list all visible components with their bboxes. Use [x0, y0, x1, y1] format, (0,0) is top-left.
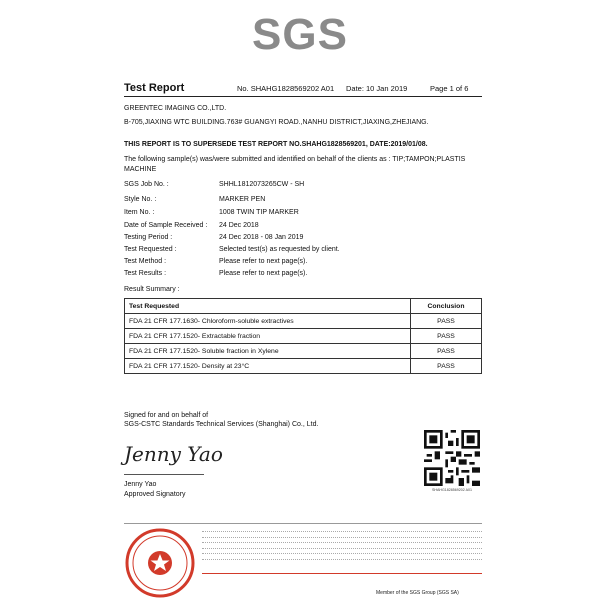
report-number: No. SHAHG1828569202 A01: [237, 84, 335, 93]
signoff-line-2: SGS-CSTC Standards Technical Services (Shanghai) Co., Ltd.: [124, 421, 319, 428]
signature-image: Jenny Yao: [124, 442, 223, 466]
col-conclusion: Conclusion: [411, 299, 482, 314]
conclusion-cell: PASS: [411, 344, 482, 359]
test-cell: FDA 21 CFR 177.1520- Density at 23°C: [125, 359, 411, 374]
qr-caption: SHAHG1828569202 A01: [432, 488, 472, 492]
intro-line-1: The following sample(s) was/were submitted and identified on behalf of the clients as : TIP;TAMPON;PLASTIS: [124, 156, 466, 163]
table-header-row: [125, 299, 482, 314]
conclusion-cell: PASS: [411, 329, 482, 344]
header-divider: [124, 96, 482, 97]
field-value: Please refer to next page(s).: [219, 258, 308, 265]
result-summary-table: [124, 298, 482, 374]
intro-line-2: MACHINE: [124, 166, 157, 173]
qr-code-icon: [424, 430, 480, 486]
signature-line: [124, 474, 204, 475]
table-row: [125, 314, 482, 329]
terms-fine-print: [202, 527, 482, 561]
table-row: [125, 344, 482, 359]
signatory-role: Approved Signatory: [124, 491, 186, 498]
field-label: Testing Period :: [124, 234, 173, 241]
field-label: Test Results :: [124, 270, 167, 277]
field-label: Style No. :: [124, 196, 157, 203]
field-label: SGS Job No. :: [124, 181, 169, 188]
footer-divider: [124, 523, 482, 524]
table-row: [125, 359, 482, 374]
sgs-logo: SGS: [252, 10, 348, 59]
field-value: 24 Dec 2018: [219, 222, 259, 229]
field-value: MARKER PEN: [219, 196, 266, 203]
signatory-name: Jenny Yao: [124, 481, 157, 488]
field-label: Date of Sample Received :: [124, 222, 208, 229]
conclusion-cell: PASS: [411, 359, 482, 374]
address-rule: [202, 573, 482, 574]
table-row: [125, 329, 482, 344]
field-label: Test Requested :: [124, 246, 177, 253]
client-address: B-705,JIAXING WTC BUILDING.763# GUANGYI ROAD.,NANHU DISTRICT,JIAXING,ZHEJIANG.: [124, 119, 429, 126]
field-label: Test Method :: [124, 258, 167, 265]
member-note: Member of the SGS Group (SGS SA): [376, 590, 459, 596]
summary-caption: Result Summary :: [124, 286, 180, 293]
test-cell: FDA 21 CFR 177.1630- Chloroform-soluble extractives: [125, 314, 411, 329]
field-value: 1008 TWIN TIP MARKER: [219, 209, 299, 216]
conclusion-cell: PASS: [411, 314, 482, 329]
inspection-stamp-icon: [124, 527, 196, 599]
test-cell: FDA 21 CFR 177.1520- Extractable fraction: [125, 329, 411, 344]
report-date: Date: 10 Jan 2019: [346, 84, 408, 93]
field-value: Please refer to next page(s).: [219, 270, 308, 277]
field-label: Item No. :: [124, 209, 155, 216]
field-value: SHHL1812073265CW - SH: [219, 181, 305, 188]
test-cell: FDA 21 CFR 177.1520- Soluble fraction in Xylene: [125, 344, 411, 359]
signoff-line-1: Signed for and on behalf of: [124, 412, 209, 419]
report-title: Test Report: [124, 82, 185, 94]
field-value: Selected test(s) as requested by client.: [219, 246, 340, 253]
col-test-requested: Test Requested: [125, 299, 411, 314]
client-name: GREENTEC IMAGING CO.,LTD.: [124, 105, 227, 112]
page-indicator: Page 1 of 6: [430, 84, 469, 93]
field-value: 24 Dec 2018 - 08 Jan 2019: [219, 234, 304, 241]
supersede-notice: THIS REPORT IS TO SUPERSEDE TEST REPORT NO.SHAHG1828569201, DATE:2019/01/08.: [124, 141, 428, 148]
